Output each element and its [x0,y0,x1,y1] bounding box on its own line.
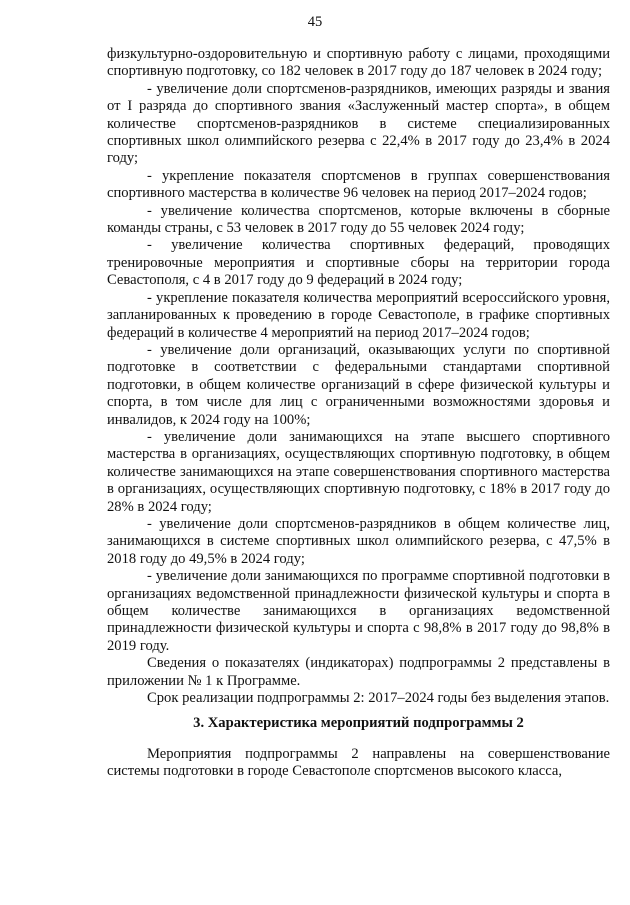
paragraph-5: - увеличение количества спортивных федераций, проводящих тренировочные мероприятия и спортивные сборы на территории города Севастополя, с 4 в 2017 году до 9 федераций в 2024 году; [107,237,610,289]
document-body [107,46,610,781]
paragraph-7: - увеличение доли организаций, оказывающих услуги по спортивной подготовке в соответствии с федеральными стандартами спортивной подготовки, в общем количестве организаций в сфере физической культуры и спорта, в том числе для лиц с ограниченными возможностями здоровья и инвалидов, к 2024 году на 100%; [107,341,610,428]
section-heading: 3. Характеристика мероприятий подпрограммы 2 [193,715,524,732]
paragraph-11: Сведения о показателях (индикаторах) подпрограммы 2 представлены в приложении № 1 к Программе. [107,655,610,689]
section-paragraph: Мероприятия подпрограммы 2 направлены на совершенствование системы подготовки в городе Севастополе спортсменов высокого класса, [107,745,610,780]
paragraph-3: - укрепление показателя спортсменов в группах совершенствования спортивного мастерства в количестве 96 человек на период 2017–2024 годов; [107,167,610,202]
paragraph-10: - увеличение доли занимающихся по программе спортивной подготовки в организациях ведомственной принадлежности физической культуры и спорта в общем количестве занимающихся в организациях ведомственной принадлежности физической культуры и спорта с 98,8% в 2017 году до 98,8% в 2019 году. [107,568,610,654]
paragraph-9: - увеличение доли спортсменов-разрядников в общем количестве лиц, занимающихся в системе спортивных школ олимпийского резерва, с 47,5% в 2018 году до 49,5% в 2024 году; [107,515,610,567]
paragraph-8: - увеличение доли занимающихся на этапе высшего спортивного мастерства в организациях, осуществляющих спортивную подготовку, в общем количестве занимающихся на этапе совершенствования спортивного мастерства в организациях, осуществляющих спортивную подготовку, с 18% в 2017 году до 28% в 2024 году; [107,428,610,515]
paragraph-1: физкультурно-оздоровительную и спортивную работу с лицами, проходящими спортивную подготовку, со 182 человек в 2017 году до 187 человек в 2024 году; [107,46,610,80]
paragraph-6: - укрепление показателя количества мероприятий всероссийского уровня, запланированных к проведению в городе Севастополе, в графике спортивных федераций в количестве 4 мероприятий на период 2017–2024 годов; [107,289,610,341]
page-number: 45 [307,14,323,30]
paragraph-4: - увеличение количества спортсменов, которые включены в сборные команды страны, с 53 человек в 2017 году до 55 человек 2024 году; [107,202,610,237]
paragraph-12: Срок реализации подпрограммы 2: 2017–2024 годы без выделения этапов. [147,690,610,707]
paragraph-2: - увеличение доли спортсменов-разрядников, имеющих разряды и звания от I разряда до спортивного звания «Заслуженный мастер спорта», в общем количестве спортсменов-разрядников в системе специализированных спортивных школ олимпийского резерва с 22,4% в 2017 году до 23,4% в 2024 году; [107,80,610,167]
